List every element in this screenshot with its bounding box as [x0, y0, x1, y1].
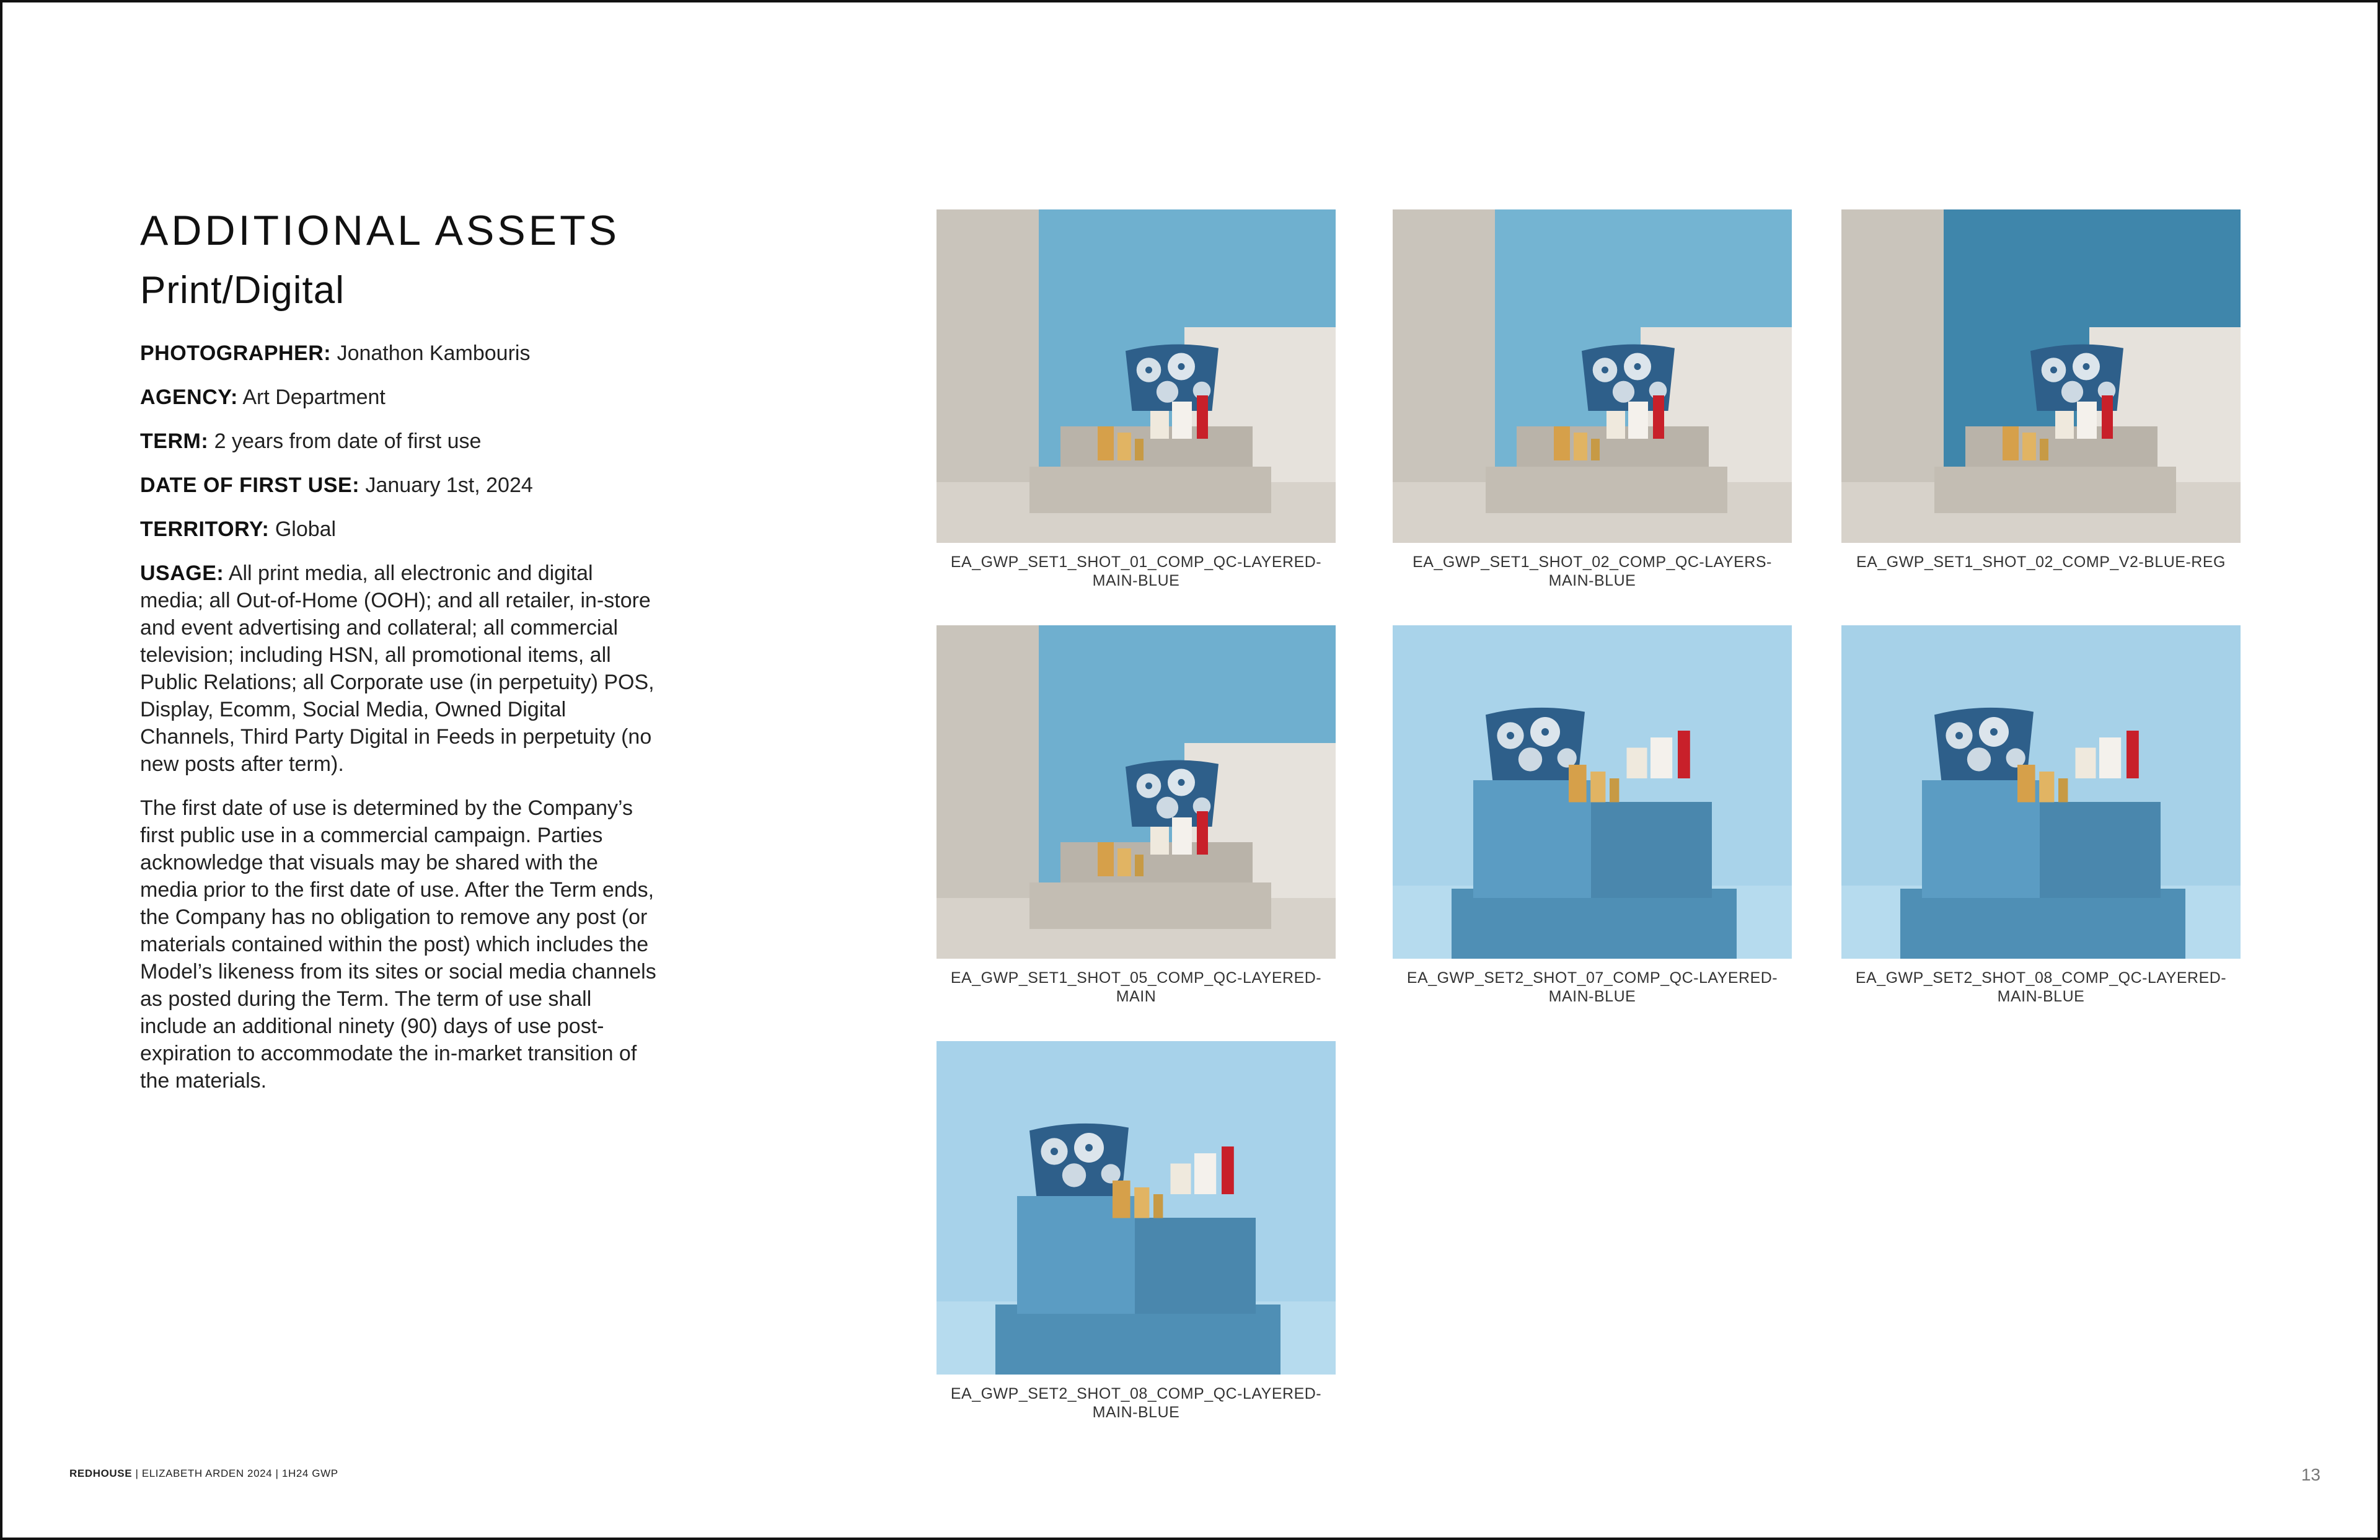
page-title: ADDITIONAL ASSETS [140, 207, 620, 254]
asset-image[interactable] [937, 1041, 1336, 1375]
page-subtitle: Print/Digital [140, 269, 345, 312]
asset-image[interactable] [1841, 625, 2241, 959]
fact-value: 2 years from date of first use [214, 429, 482, 453]
asset-caption: EA_GWP_SET1_SHOT_02_COMP_QC-LAYERS- MAIN-BLUE [1413, 553, 1772, 589]
asset-caption: EA_GWP_SET2_SHOT_08_COMP_QC-LAYERED- MAIN-BLUE [950, 1385, 1322, 1421]
fact-value: January 1st, 2024 [365, 473, 533, 497]
territory-fact [140, 516, 661, 543]
date-of-first-use-fact [140, 472, 661, 499]
photographer-fact [140, 340, 661, 367]
agency-fact [140, 384, 661, 411]
page-number: 13 [2301, 1465, 2320, 1484]
usage-facts [140, 340, 661, 778]
asset-caption: EA_GWP_SET1_SHOT_05_COMP_QC-LAYERED- MAIN [950, 969, 1322, 1005]
asset-image[interactable] [1841, 209, 2241, 543]
info-column [140, 205, 661, 1109]
fact-value: Art Department [242, 385, 386, 409]
fact-label: PHOTOGRAPHER: [140, 341, 332, 365]
footer-brand: REDHOUSE [69, 1467, 133, 1479]
fact-label: AGENCY: [140, 385, 238, 409]
fact-label: DATE OF FIRST USE: [140, 473, 360, 497]
footer-credit [69, 1467, 338, 1480]
asset-caption: EA_GWP_SET1_SHOT_02_COMP_V2-BLUE-REG [1856, 553, 2226, 571]
fact-label: TERM: [140, 429, 209, 453]
asset-image[interactable] [1393, 209, 1792, 543]
fact-value: Global [275, 517, 337, 541]
asset-caption: EA_GWP_SET2_SHOT_08_COMP_QC-LAYERED- MAIN-BLUE [1855, 969, 2227, 1005]
footer-details: | ELIZABETH ARDEN 2024 | 1H24 GWP [132, 1467, 338, 1479]
asset-image[interactable] [937, 625, 1336, 959]
fact-label: USAGE: [140, 561, 224, 585]
term-fact [140, 428, 661, 455]
asset-caption: EA_GWP_SET1_SHOT_01_COMP_QC-LAYERED- MAIN-BLUE [950, 553, 1322, 589]
fact-value: All print media, all electronic and digital media; all Out-of-Home (OOH); and all retailer, in-store and event advertising and collateral; all commercial television; including HSN, all promotional items, all Public Relations; all Corporate use (in perpetuity) POS, Display, Ecomm, Social Media, Owned Digital Channels, Third Party Digital in Feeds in perpetuity (no new posts after term). [140, 561, 654, 776]
terms-paragraph: The first date of use is determined by the Company’s first public use in a commercial campaign. Parties acknowledge that visuals may be shared with the media prior to the first date of use. After the Term ends, the Company has no obligation to remove any post (or materials contained within the post) which includes the Model’s likeness from its sites or social media channels as posted during the Term. The term of use shall include an additional ninety (90) days of use post-expiration to accommodate the in-market transition of the materials. [140, 796, 656, 1093]
fact-value: Jonathon Kambouris [337, 341, 531, 365]
asset-image[interactable] [1393, 625, 1792, 959]
fact-label: TERRITORY: [140, 517, 270, 541]
asset-caption: EA_GWP_SET2_SHOT_07_COMP_QC-LAYERED- MAIN-BLUE [1406, 969, 1778, 1005]
usage-fact [140, 560, 661, 778]
asset-image[interactable] [937, 209, 1336, 543]
